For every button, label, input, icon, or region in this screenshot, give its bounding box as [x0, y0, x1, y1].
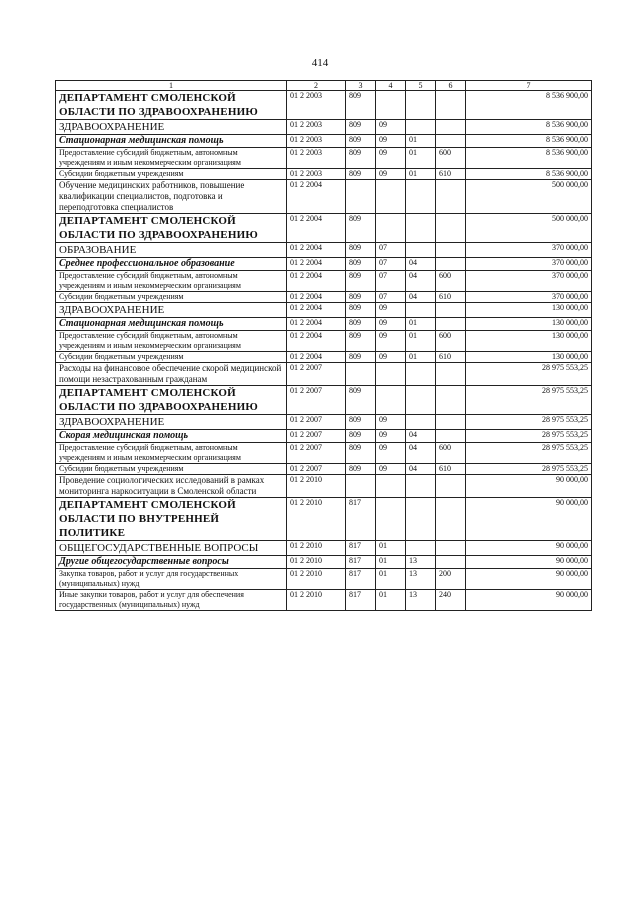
- row-amount: 500 000,00: [466, 214, 592, 243]
- table-row: [56, 464, 592, 475]
- row-grbs-code: 809: [346, 464, 376, 475]
- row-expense-type-code: 610: [436, 169, 466, 180]
- row-expense-type-code: [436, 415, 466, 430]
- header-col-7: 7: [466, 81, 592, 91]
- table-row: [56, 415, 592, 430]
- row-subsection-code: [406, 180, 436, 214]
- row-amount: 130 000,00: [466, 318, 592, 331]
- table-row: [56, 169, 592, 180]
- row-grbs-code: 817: [346, 498, 376, 541]
- row-target-code: 01 2 2004: [287, 214, 346, 243]
- row-section-code: 09: [376, 169, 406, 180]
- table-row: [56, 135, 592, 148]
- row-section-code: 09: [376, 352, 406, 363]
- table-row: [56, 556, 592, 569]
- row-amount: 28 975 553,25: [466, 363, 592, 386]
- header-col-6: 6: [436, 81, 466, 91]
- header-col-4: 4: [376, 81, 406, 91]
- row-grbs-code: 809: [346, 443, 376, 464]
- row-expense-type-code: [436, 475, 466, 498]
- row-subsection-code: 13: [406, 590, 436, 611]
- row-section-code: 01: [376, 556, 406, 569]
- row-subsection-code: [406, 303, 436, 318]
- row-section-code: [376, 386, 406, 415]
- row-target-code: 01 2 2003: [287, 135, 346, 148]
- row-subsection-code: 04: [406, 292, 436, 303]
- row-subsection-code: 04: [406, 271, 436, 292]
- row-grbs-code: 809: [346, 352, 376, 363]
- row-target-code: 01 2 2010: [287, 498, 346, 541]
- row-target-code: 01 2 2004: [287, 243, 346, 258]
- table-row: [56, 475, 592, 498]
- row-section-code: [376, 91, 406, 120]
- row-section-code: 07: [376, 258, 406, 271]
- row-name: ДЕПАРТАМЕНТ СМОЛЕНСКОЙ ОБЛАСТИ ПО ЗДРАВООХРАНЕНИЮ: [56, 386, 287, 415]
- row-name: ДЕПАРТАМЕНТ СМОЛЕНСКОЙ ОБЛАСТИ ПО ЗДРАВООХРАНЕНИЮ: [56, 214, 287, 243]
- row-name: Субсидии бюджетным учреждениям: [56, 292, 287, 303]
- table-row: [56, 569, 592, 590]
- row-expense-type-code: [436, 430, 466, 443]
- row-section-code: 09: [376, 120, 406, 135]
- row-amount: 370 000,00: [466, 292, 592, 303]
- row-target-code: 01 2 2004: [287, 303, 346, 318]
- row-target-code: 01 2 2003: [287, 91, 346, 120]
- table-row: [56, 498, 592, 541]
- page-number: 414: [311, 57, 329, 69]
- row-subsection-code: [406, 363, 436, 386]
- row-expense-type-code: [436, 498, 466, 541]
- row-subsection-code: 13: [406, 569, 436, 590]
- row-expense-type-code: 600: [436, 443, 466, 464]
- row-section-code: 09: [376, 135, 406, 148]
- row-grbs-code: 817: [346, 541, 376, 556]
- row-name: Среднее профессиональное образование: [56, 258, 287, 271]
- row-subsection-code: 01: [406, 331, 436, 352]
- row-subsection-code: [406, 475, 436, 498]
- row-section-code: 09: [376, 303, 406, 318]
- row-grbs-code: 809: [346, 135, 376, 148]
- row-name: ОБЩЕГОСУДАРСТВЕННЫЕ ВОПРОСЫ: [56, 541, 287, 556]
- row-grbs-code: 809: [346, 120, 376, 135]
- row-expense-type-code: [436, 556, 466, 569]
- row-amount: 8 536 900,00: [466, 135, 592, 148]
- table-row: [56, 91, 592, 120]
- row-amount: 8 536 900,00: [466, 148, 592, 169]
- row-grbs-code: 809: [346, 91, 376, 120]
- row-grbs-code: 817: [346, 590, 376, 611]
- row-target-code: 01 2 2004: [287, 258, 346, 271]
- row-expense-type-code: [436, 258, 466, 271]
- row-grbs-code: 809: [346, 303, 376, 318]
- row-name: Расходы на финансовое обеспечение скорой медицинской помощи незастрахованным гражданам: [56, 363, 287, 386]
- row-amount: 28 975 553,25: [466, 443, 592, 464]
- row-name: Проведение социологических исследований в рамках мониторинга наркоситуации в Смоленской области: [56, 475, 287, 498]
- row-section-code: 09: [376, 430, 406, 443]
- header-col-1: 1: [56, 81, 287, 91]
- row-amount: 90 000,00: [466, 556, 592, 569]
- row-section-code: 09: [376, 443, 406, 464]
- header-col-3: 3: [346, 81, 376, 91]
- header-row: [56, 81, 592, 91]
- row-amount: 370 000,00: [466, 271, 592, 292]
- row-grbs-code: 809: [346, 243, 376, 258]
- row-section-code: [376, 363, 406, 386]
- row-expense-type-code: [436, 243, 466, 258]
- row-name: Иные закупки товаров, работ и услуг для обеспечения государственных (муниципальных) нужд: [56, 590, 287, 611]
- row-name: ЗДРАВООХРАНЕНИЕ: [56, 303, 287, 318]
- row-target-code: 01 2 2007: [287, 415, 346, 430]
- row-name: ДЕПАРТАМЕНТ СМОЛЕНСКОЙ ОБЛАСТИ ПО ВНУТРЕННЕЙ ПОЛИТИКЕ: [56, 498, 287, 541]
- row-section-code: 01: [376, 590, 406, 611]
- row-section-code: 07: [376, 271, 406, 292]
- row-expense-type-code: [436, 363, 466, 386]
- row-amount: 8 536 900,00: [466, 169, 592, 180]
- row-subsection-code: [406, 498, 436, 541]
- row-target-code: 01 2 2010: [287, 569, 346, 590]
- row-section-code: 09: [376, 318, 406, 331]
- row-subsection-code: [406, 415, 436, 430]
- row-name: ОБРАЗОВАНИЕ: [56, 243, 287, 258]
- row-name: Стационарная медицинская помощь: [56, 318, 287, 331]
- row-subsection-code: 04: [406, 258, 436, 271]
- table-row: [56, 214, 592, 243]
- row-name: ЗДРАВООХРАНЕНИЕ: [56, 120, 287, 135]
- row-grbs-code: 817: [346, 569, 376, 590]
- row-target-code: 01 2 2004: [287, 180, 346, 214]
- row-name: ЗДРАВООХРАНЕНИЕ: [56, 415, 287, 430]
- row-amount: 8 536 900,00: [466, 91, 592, 120]
- row-amount: 28 975 553,25: [466, 464, 592, 475]
- row-subsection-code: [406, 120, 436, 135]
- row-subsection-code: [406, 91, 436, 120]
- row-amount: 90 000,00: [466, 475, 592, 498]
- row-target-code: 01 2 2007: [287, 443, 346, 464]
- row-target-code: 01 2 2003: [287, 148, 346, 169]
- row-target-code: 01 2 2007: [287, 363, 346, 386]
- table-row: [56, 303, 592, 318]
- row-grbs-code: 809: [346, 386, 376, 415]
- row-expense-type-code: [436, 135, 466, 148]
- row-target-code: 01 2 2010: [287, 556, 346, 569]
- row-expense-type-code: [436, 318, 466, 331]
- row-expense-type-code: 600: [436, 271, 466, 292]
- row-subsection-code: 04: [406, 430, 436, 443]
- row-grbs-code: 809: [346, 271, 376, 292]
- row-name: Предоставление субсидий бюджетным, автономным учреждениям и иным некоммерческим организациям: [56, 443, 287, 464]
- table-row: [56, 243, 592, 258]
- row-amount: 500 000,00: [466, 180, 592, 214]
- row-name: Предоставление субсидий бюджетным, автономным учреждениям и иным некоммерческим организациям: [56, 331, 287, 352]
- row-name: Обучение медицинских работников, повышение квалификации специалистов, подготовка и переподготовка специалистов: [56, 180, 287, 214]
- row-expense-type-code: [436, 214, 466, 243]
- row-subsection-code: 01: [406, 318, 436, 331]
- row-subsection-code: 13: [406, 556, 436, 569]
- row-expense-type-code: 600: [436, 331, 466, 352]
- row-amount: 28 975 553,25: [466, 430, 592, 443]
- row-target-code: 01 2 2003: [287, 120, 346, 135]
- row-amount: 130 000,00: [466, 352, 592, 363]
- row-name: Субсидии бюджетным учреждениям: [56, 169, 287, 180]
- row-name: Скорая медицинская помощь: [56, 430, 287, 443]
- table-row: [56, 363, 592, 386]
- row-grbs-code: 809: [346, 331, 376, 352]
- row-target-code: 01 2 2007: [287, 464, 346, 475]
- row-amount: 370 000,00: [466, 243, 592, 258]
- row-section-code: 09: [376, 331, 406, 352]
- row-section-code: 01: [376, 541, 406, 556]
- row-subsection-code: 04: [406, 464, 436, 475]
- table-row: [56, 180, 592, 214]
- table-row: [56, 258, 592, 271]
- row-expense-type-code: 610: [436, 464, 466, 475]
- row-section-code: [376, 180, 406, 214]
- row-grbs-code: 809: [346, 415, 376, 430]
- row-grbs-code: 809: [346, 214, 376, 243]
- row-target-code: 01 2 2003: [287, 169, 346, 180]
- row-amount: 28 975 553,25: [466, 415, 592, 430]
- row-expense-type-code: [436, 91, 466, 120]
- row-grbs-code: 809: [346, 258, 376, 271]
- row-name: Субсидии бюджетным учреждениям: [56, 352, 287, 363]
- row-section-code: 09: [376, 464, 406, 475]
- row-target-code: 01 2 2010: [287, 590, 346, 611]
- row-expense-type-code: 610: [436, 292, 466, 303]
- table-row: [56, 318, 592, 331]
- row-section-code: [376, 214, 406, 243]
- row-name: Закупка товаров, работ и услуг для государственных (муниципальных) нужд: [56, 569, 287, 590]
- row-section-code: 07: [376, 243, 406, 258]
- row-grbs-code: [346, 180, 376, 214]
- row-subsection-code: [406, 214, 436, 243]
- row-expense-type-code: 600: [436, 148, 466, 169]
- row-subsection-code: [406, 243, 436, 258]
- table-row: [56, 331, 592, 352]
- row-section-code: [376, 475, 406, 498]
- row-section-code: 07: [376, 292, 406, 303]
- row-target-code: 01 2 2004: [287, 352, 346, 363]
- row-expense-type-code: 240: [436, 590, 466, 611]
- table-row: [56, 148, 592, 169]
- table-row: [56, 271, 592, 292]
- header-col-2: 2: [287, 81, 346, 91]
- row-amount: 130 000,00: [466, 303, 592, 318]
- row-amount: 90 000,00: [466, 541, 592, 556]
- row-amount: 90 000,00: [466, 569, 592, 590]
- row-expense-type-code: [436, 541, 466, 556]
- row-expense-type-code: [436, 120, 466, 135]
- row-amount: 90 000,00: [466, 590, 592, 611]
- table-row: [56, 430, 592, 443]
- row-section-code: 09: [376, 148, 406, 169]
- table-row: [56, 443, 592, 464]
- row-expense-type-code: [436, 303, 466, 318]
- table-row: [56, 541, 592, 556]
- row-amount: 370 000,00: [466, 258, 592, 271]
- row-grbs-code: [346, 363, 376, 386]
- row-amount: 90 000,00: [466, 498, 592, 541]
- header-col-5: 5: [406, 81, 436, 91]
- row-grbs-code: 809: [346, 430, 376, 443]
- row-target-code: 01 2 2004: [287, 292, 346, 303]
- budget-table: [55, 80, 592, 611]
- row-target-code: 01 2 2010: [287, 475, 346, 498]
- row-target-code: 01 2 2010: [287, 541, 346, 556]
- row-name: Субсидии бюджетным учреждениям: [56, 464, 287, 475]
- row-subsection-code: 01: [406, 169, 436, 180]
- row-subsection-code: [406, 386, 436, 415]
- row-subsection-code: [406, 541, 436, 556]
- row-subsection-code: 01: [406, 148, 436, 169]
- row-target-code: 01 2 2004: [287, 271, 346, 292]
- row-subsection-code: 04: [406, 443, 436, 464]
- row-target-code: 01 2 2004: [287, 318, 346, 331]
- row-subsection-code: 01: [406, 135, 436, 148]
- row-grbs-code: 809: [346, 148, 376, 169]
- row-grbs-code: [346, 475, 376, 498]
- table-row: [56, 120, 592, 135]
- row-target-code: 01 2 2004: [287, 331, 346, 352]
- table-row: [56, 352, 592, 363]
- row-expense-type-code: [436, 386, 466, 415]
- row-name: Другие общегосударственные вопросы: [56, 556, 287, 569]
- table-row: [56, 386, 592, 415]
- row-target-code: 01 2 2007: [287, 430, 346, 443]
- table-row: [56, 292, 592, 303]
- row-grbs-code: 809: [346, 292, 376, 303]
- row-expense-type-code: 610: [436, 352, 466, 363]
- row-name: Предоставление субсидий бюджетным, автономным учреждениям и иным некоммерческим организациям: [56, 148, 287, 169]
- row-section-code: [376, 498, 406, 541]
- row-expense-type-code: [436, 180, 466, 214]
- row-name: Предоставление субсидий бюджетным, автономным учреждениям и иным некоммерческим организациям: [56, 271, 287, 292]
- row-section-code: 09: [376, 415, 406, 430]
- row-amount: 8 536 900,00: [466, 120, 592, 135]
- row-amount: 130 000,00: [466, 331, 592, 352]
- row-grbs-code: 809: [346, 318, 376, 331]
- row-name: Стационарная медицинская помощь: [56, 135, 287, 148]
- table-row: [56, 590, 592, 611]
- row-name: ДЕПАРТАМЕНТ СМОЛЕНСКОЙ ОБЛАСТИ ПО ЗДРАВООХРАНЕНИЮ: [56, 91, 287, 120]
- row-subsection-code: 01: [406, 352, 436, 363]
- row-target-code: 01 2 2007: [287, 386, 346, 415]
- row-expense-type-code: 200: [436, 569, 466, 590]
- row-grbs-code: 817: [346, 556, 376, 569]
- row-section-code: 01: [376, 569, 406, 590]
- row-amount: 28 975 553,25: [466, 386, 592, 415]
- row-grbs-code: 809: [346, 169, 376, 180]
